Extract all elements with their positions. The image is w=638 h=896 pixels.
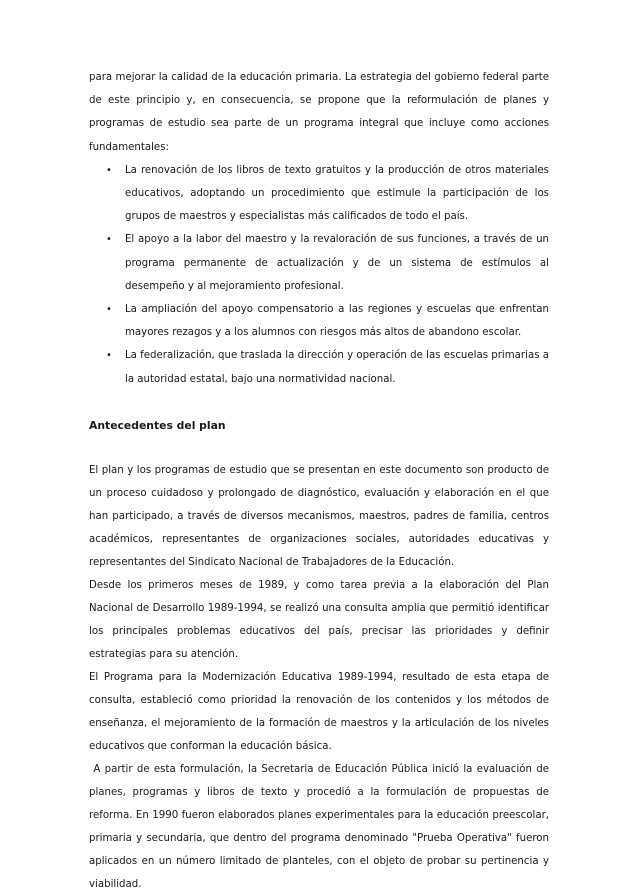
body-paragraph: A partir de esta formulación, la Secretaria de Educación Pública inició la evaluación de planes, programas y libros de texto y procedió a la formulación de propuestas de reforma. En 1990 fueron elaborados planes experimentales para la educación preescolar, primaria y secundaria, que dentro del programa denominado "Prueba Operativa" fueron aplicados en un número limitado de planteles, con el objeto de probar su pertinencia y viabilidad. — [89, 764, 553, 891]
bullet-icon: • — [106, 350, 112, 362]
body-paragraph: Desde los primeros meses de 1989, y como tarea previa a la elaboración del Plan Nacional de Desarrollo 1989-1994, se realizó una consulta amplia que permitió identificar los principales problemas educativos del país, precisar las prioridades y definir estrategias para su atención. — [89, 580, 549, 661]
bullet-icon: • — [106, 234, 112, 246]
list-item — [89, 228, 549, 298]
section-heading: Antecedentes del plan — [89, 418, 226, 432]
list-item — [89, 344, 549, 390]
list-item-text: La ampliación del apoyo compensatorio a las regiones y escuelas que enfrentan mayores rezagos y a los alumnos con riesgos más altos de abandono escolar. — [125, 304, 549, 339]
document-page — [89, 66, 553, 896]
list-item-text: El apoyo a la labor del maestro y la revaloración de sus funciones, a través de un programa permanente de actualización y de un sistema de estímulos al desempeño y al mejoramiento profesional. — [125, 234, 549, 292]
bullet-icon: • — [106, 164, 112, 176]
body-paragraph: El Programa para la Modernización Educativa 1989-1994, resultado de esta etapa de consulta, estableció como prioridad la renovación de los contenidos y los métodos de enseñanza, el mejoramiento de la formación de maestros y la articulación de los niveles educativos que conforman la educación básica. — [89, 672, 549, 753]
body-paragraph: El plan y los programas de estudio que se presentan en este documento son producto de un proceso cuidadoso y prolongado de diagnóstico, evaluación y elaboración en el que han participado, a través de diversos mecanismos, maestros, padres de familia, centros académicos, representantes de organizaciones sociales, autoridades educativas y representantes del Sindicato Nacional de Trabajadores de la Educación. — [89, 465, 549, 569]
bullet-icon: • — [106, 304, 112, 316]
section-spacer — [89, 391, 549, 414]
fundamental-actions-list — [89, 159, 549, 391]
list-item — [89, 159, 549, 229]
list-item-text: La federalización, que traslada la dirección y operación de las escuelas primarias a la autoridad estatal, bajo una normatividad nacional. — [125, 350, 549, 385]
section-spacer — [89, 437, 549, 459]
list-item-text: La renovación de los libros de texto gratuitos y la producción de otros materiales educativos, adoptando un procedimiento que estimule la participación de los grupos de maestros y especialistas más calificados de todo el país. — [125, 164, 549, 223]
list-item — [89, 298, 549, 344]
intro-paragraph: para mejorar la calidad de la educación primaria. La estrategia del gobierno federal parte de este principio y, en consecuencia, se propone que la reformulación de planes y programas de estudio sea parte de un programa integral que incluye como acciones fundamentales: — [89, 72, 549, 153]
